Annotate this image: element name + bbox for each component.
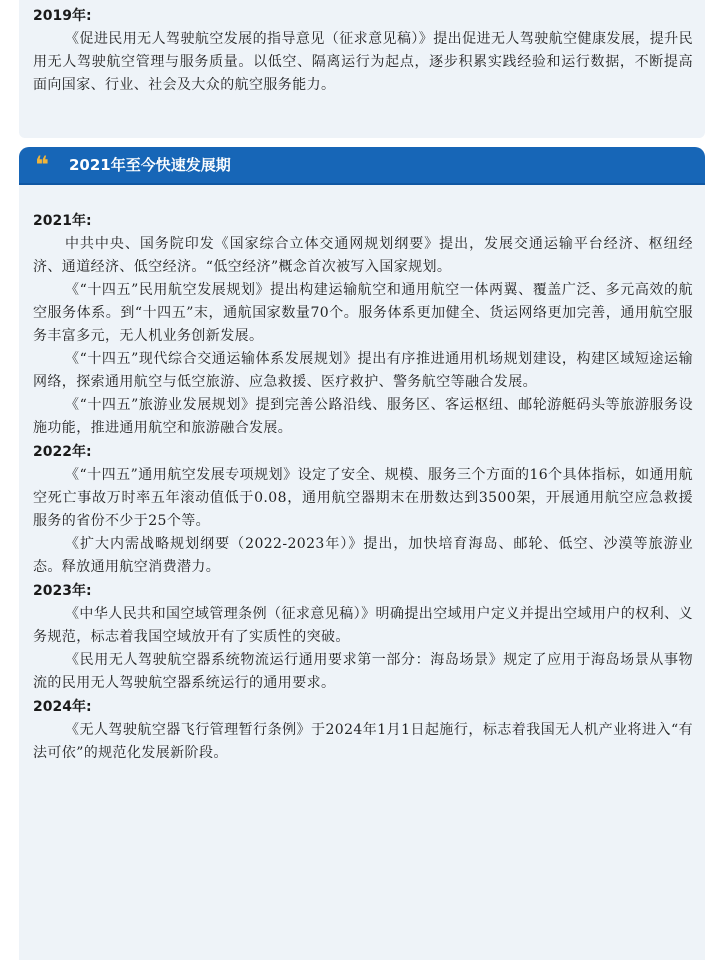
section-panel [19, 147, 705, 960]
quote-icon: ❝ [35, 151, 50, 179]
paragraph: 中共中央、国务院印发《国家综合立体交通网规划纲要》提出，发展交通运输平台经济、枢纽经济、通道经济、低空经济。“低空经济”概念首次被写入国家规划。 [33, 236, 693, 275]
top-panel-content [33, 4, 693, 97]
paragraph: 《扩大内需战略规划纲要（2022-2023年）》提出，加快培育海岛、邮轮、低空、沙漠等旅游业态。释放通用航空消费潜力。 [33, 536, 693, 575]
year-heading: 2021年: [33, 213, 92, 229]
top-panel [19, 0, 705, 138]
year-heading: 2024年: [33, 699, 92, 715]
section-content [33, 209, 693, 765]
year-heading: 2023年: [33, 583, 92, 599]
year-heading: 2022年: [33, 444, 92, 460]
paragraph: 《促进民用无人驾驶航空发展的指导意见（征求意见稿）》提出促进无人驾驶航空健康发展，提升民用无人驾驶航空管理与服务质量。以低空、隔离运行为起点，逐步积累实践经验和运行数据，不断提高面向国家、行业、社会及大众的航空服务能力。 [33, 31, 693, 93]
section-header [19, 147, 705, 183]
paragraph: 《“十四五”现代综合交通运输体系发展规划》提出有序推进通用机场规划建设，构建区域短途运输网络，探索通用航空与低空旅游、应急救援、医疗救护、警务航空等融合发展。 [33, 351, 693, 390]
paragraph: 《“十四五”旅游业发展规划》提到完善公路沿线、服务区、客运枢纽、邮轮游艇码头等旅游服务设施功能，推进通用航空和旅游融合发展。 [33, 397, 693, 436]
paragraph: 《无人驾驶航空器飞行管理暂行条例》于2024年1月1日起施行，标志着我国无人机产业将进入“有法可依”的规范化发展新阶段。 [33, 722, 693, 761]
paragraph: 《民用无人驾驶航空器系统物流运行通用要求第一部分：海岛场景》规定了应用于海岛场景从事物流的民用无人驾驶航空器系统运行的通用要求。 [33, 652, 693, 691]
year-heading: 2019年: [33, 8, 92, 24]
paragraph: 《“十四五”民用航空发展规划》提出构建运输航空和通用航空一体两翼、覆盖广泛、多元高效的航空服务体系。到“十四五”末，通航国家数量70个。服务体系更加健全、货运网络更加完善，通用航空服务丰富多元，无人机业务创新发展。 [33, 282, 693, 344]
paragraph: 《中华人民共和国空域管理条例（征求意见稿）》明确提出空域用户定义并提出空域用户的权利、义务规范，标志着我国空域放开有了实质性的突破。 [33, 606, 693, 645]
section-title: 2021年至今快速发展期 [69, 156, 231, 174]
paragraph: 《“十四五”通用航空发展专项规划》设定了安全、规模、服务三个方面的16个具体指标，如通用航空死亡事故万时率五年滚动值低于0.08，通用航空器期末在册数达到3500架，开展通用航空应急救援服务的省份不少于25个等。 [33, 467, 693, 529]
